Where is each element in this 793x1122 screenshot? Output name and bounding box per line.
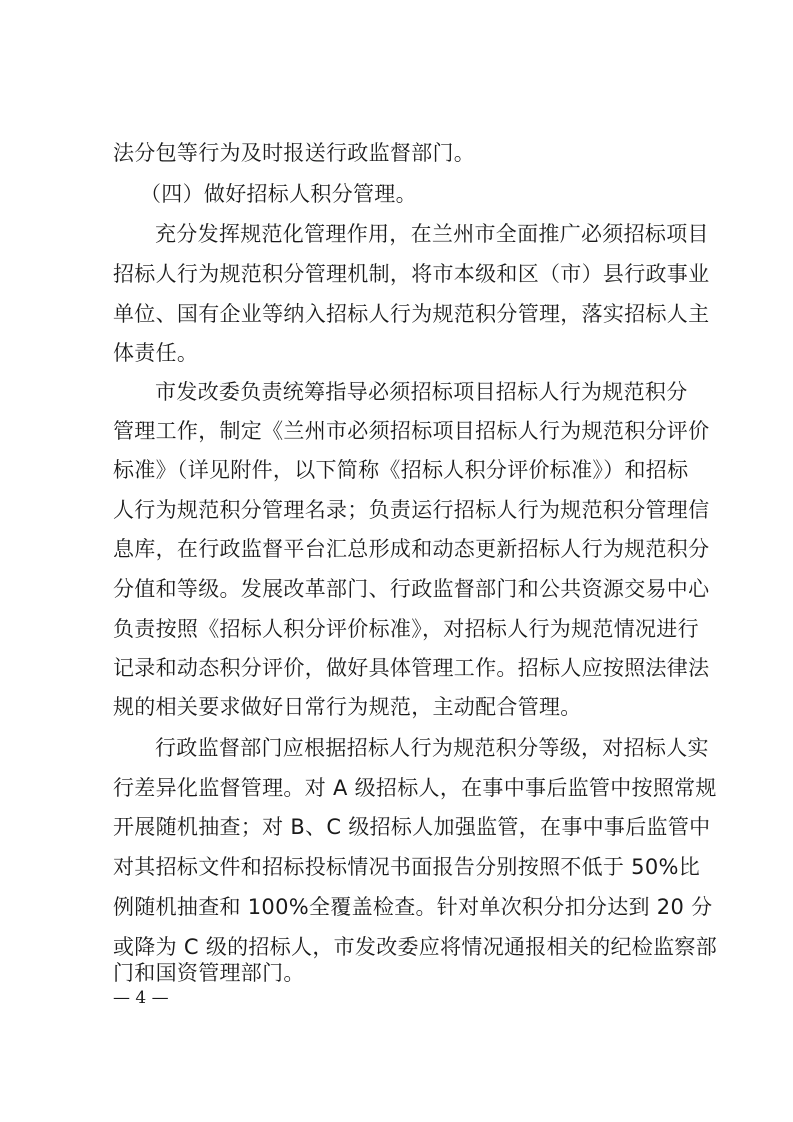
text-line: 市发改委负责统筹指导必须招标项目招标人行为规范积分 (155, 380, 688, 404)
text-line: 招标人行为规范积分管理机制，将市本级和区（市）县行政事业 (113, 262, 710, 286)
text-line: 人行为规范积分管理名录；负责运行招标人行为规范积分管理信 (113, 498, 710, 522)
section-heading: （四）做好招标人积分管理。 (140, 182, 417, 206)
text-line: 息库，在行政监督平台汇总形成和动态更新招标人行为规范积分 (113, 537, 710, 561)
text-line: 开展随机抽查；对 B、C 级招标人加强监管，在事中事后监管中 (113, 815, 711, 839)
text-line: 充分发挥规范化管理作用，在兰州市全面推广必须招标项目 (155, 222, 709, 246)
text-line: 分值和等级。发展改革部门、行政监督部门和公共资源交易中心 (113, 577, 710, 601)
text-line: 行政监督部门应根据招标人行为规范积分等级，对招标人实 (155, 736, 709, 760)
text-line: 法分包等行为及时报送行政监督部门。 (113, 141, 476, 165)
text-line: 或降为 C 级的招标人，市发改委应将情况通报相关的纪检监察部 (113, 935, 718, 959)
text-line: 行差异化监督管理。对 A 级招标人，在事中事后监管中按照常规 (113, 776, 717, 800)
text-line: 规的相关要求做好日常行为规范，主动配合管理。 (113, 695, 582, 719)
text-line: 门和国资管理部门。 (113, 961, 305, 985)
text-line: 管理工作，制定《兰州市必须招标项目招标人行为规范积分评价 (113, 419, 710, 443)
text-line: 单位、国有企业等纳入招标人行为规范积分管理，落实招标人主 (113, 302, 710, 326)
text-line: 标准》（详见附件，以下简称《招标人积分评价标准》）和招标 (113, 458, 689, 482)
page-number: — 4 — (113, 988, 169, 1008)
text-line: 记录和动态积分评价，做好具体管理工作。招标人应按照法律法 (113, 656, 710, 680)
text-line: 对其招标文件和招标投标情况书面报告分别按照不低于 50%比 (113, 855, 701, 879)
text-line: 例随机抽查和 100%全覆盖检查。针对单次积分扣分达到 20 分 (113, 895, 713, 919)
text-line: 负责按照《招标人积分评价标准》，对招标人行为规范情况进行 (113, 617, 699, 641)
text-line: 体责任。 (113, 341, 199, 365)
